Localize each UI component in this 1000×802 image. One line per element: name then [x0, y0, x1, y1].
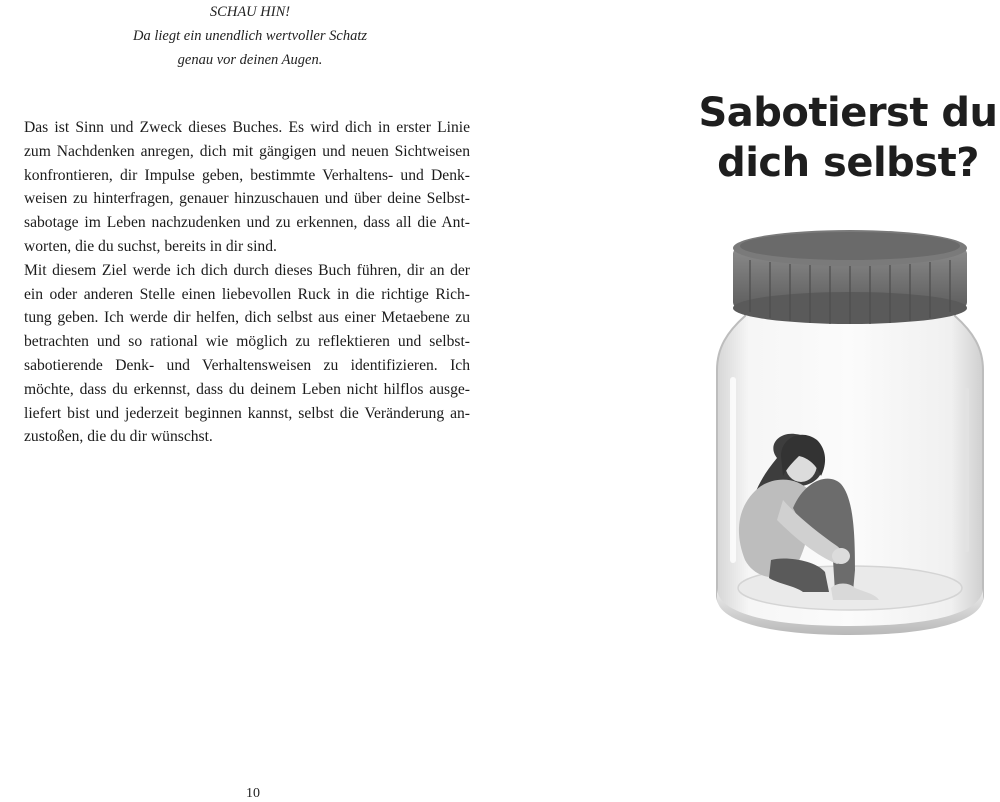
text-line: liefert bist und jederzeit beginnen kannst, selbst die Veränderung an-: [24, 404, 470, 422]
text-line: möchte, dass du erkennst, dass du deinem Leben nicht hilflos ausge-: [24, 380, 470, 398]
body-paragraphs: [24, 116, 470, 449]
chapter-headline: [698, 88, 998, 188]
text-line: zum Nachdenken anregen, dich mit gängigen und neuen Sichtweisen: [24, 142, 470, 160]
text-line: tung geben. Ich werde dir helfen, dich selbst aus einer Metaebene zu: [24, 309, 470, 327]
text-line: Mit diesem Ziel werde ich dich durch dieses Buch führen, dir an der: [24, 261, 470, 279]
left-page: [0, 0, 500, 800]
text-line: weisen zu hinterfragen, genauer hinzuschauen und über deine Selbst-: [24, 190, 470, 208]
text-line: sabotierende Denk- und Verhaltensweisen zu identifizieren. Ich: [24, 356, 470, 374]
page-number: 10: [246, 786, 260, 801]
right-page: [500, 0, 1000, 800]
headline-line: Sabotierst du: [698, 90, 998, 136]
text-line: konfrontieren, dir Impulse geben, bestimmte Verhaltens- und Denk-: [24, 166, 470, 184]
text-line: betrachten und so rational wie möglich zu reflektieren und selbst-: [24, 333, 470, 351]
quote-line: Da liegt ein unendlich wertvoller Schatz: [133, 28, 367, 44]
epigraph-quote: [100, 0, 400, 72]
quote-line: SCHAU HIN!: [209, 4, 291, 20]
text-line: zustoßen, die du dir wünschst.: [24, 428, 213, 446]
jar-lid: [733, 230, 967, 324]
text-line: worten, die du suchst, bereits in dir sind.: [24, 237, 277, 255]
headline-line: dich selbst?: [717, 140, 979, 186]
text-line: sabotage im Leben nachzudenken und zu erkennen, dass all die Ant-: [24, 214, 470, 232]
text-line: ein oder anderen Stelle einen liebevollen Ruck in die richtige Rich-: [24, 285, 470, 303]
woman-in-jar-illustration: [705, 220, 995, 645]
text-line: Das ist Sinn und Zweck dieses Buches. Es wird dich in erster Linie: [24, 119, 470, 136]
quote-line: genau vor deinen Augen.: [177, 52, 323, 68]
